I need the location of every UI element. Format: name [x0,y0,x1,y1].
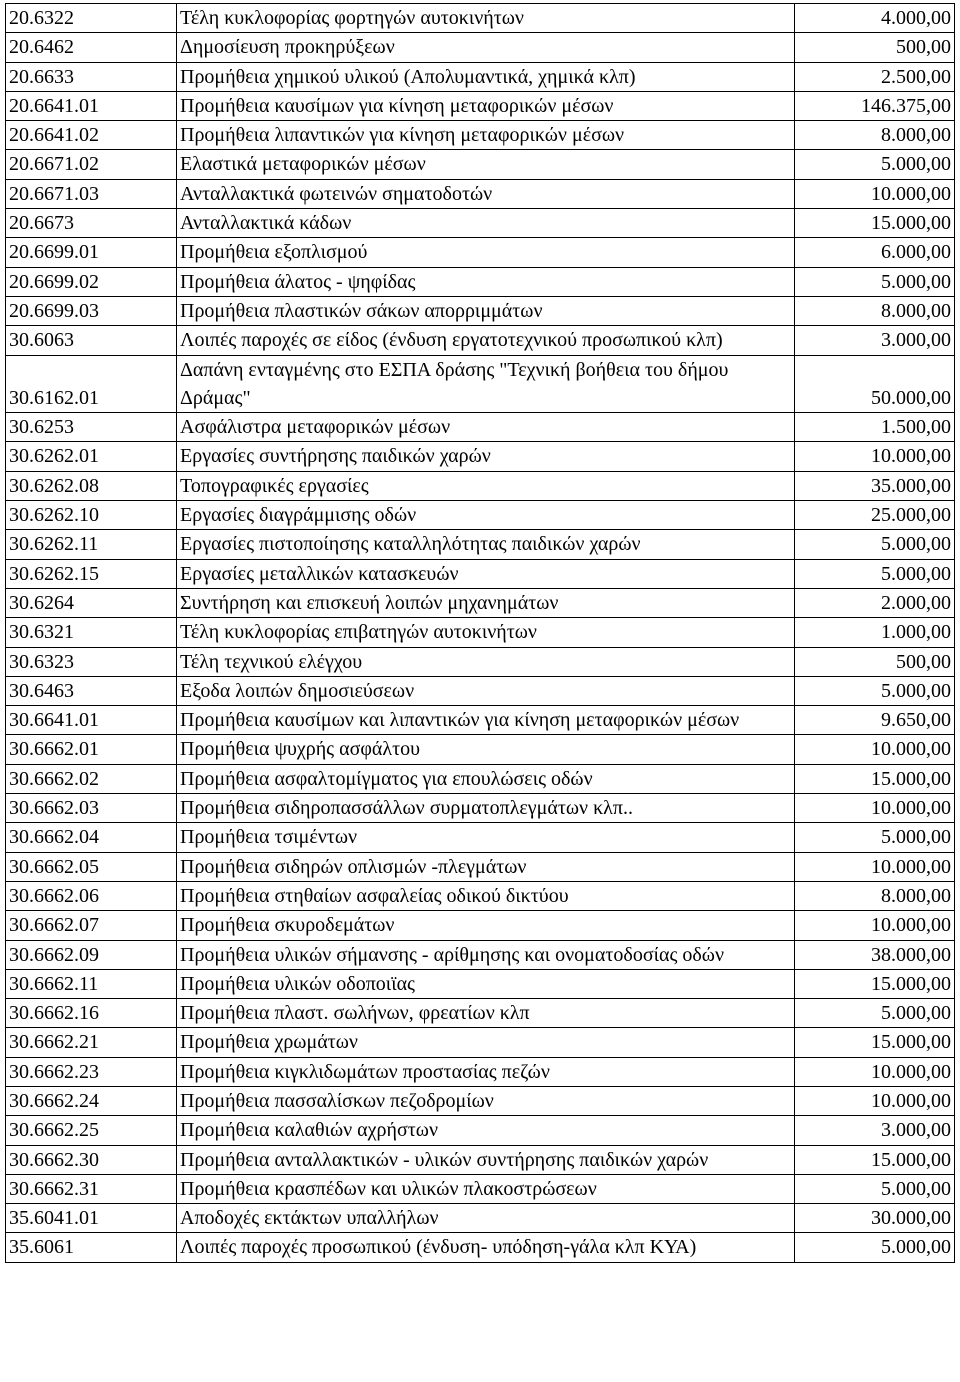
table-row [6,442,955,471]
table-row [6,823,955,852]
table-row [6,326,955,355]
table-row [6,62,955,91]
account-code-cell: 30.6662.02 [6,764,177,793]
description-cell: Προμήθεια υλικών σήμανσης - αρίθμησης και ονοματοδοσίας οδών [177,940,795,969]
description-cell: Προμήθεια άλατος - ψηφίδας [177,267,795,296]
account-code-cell: 30.6262.10 [6,501,177,530]
description-cell: Τέλη κυκλοφορίας φορτηγών αυτοκινήτων [177,4,795,33]
description-cell: Προμήθεια εξοπλισμού [177,238,795,267]
account-code-cell: 30.6662.11 [6,969,177,998]
account-code-cell: 30.6264 [6,588,177,617]
amount-cell: 500,00 [795,33,955,62]
amount-cell: 10.000,00 [795,911,955,940]
account-code-cell: 30.6662.09 [6,940,177,969]
amount-cell: 5.000,00 [795,823,955,852]
table-row [6,940,955,969]
description-cell: Προμήθεια χρωμάτων [177,1028,795,1057]
table-row [6,559,955,588]
amount-cell: 5.000,00 [795,1174,955,1203]
amount-cell: 15.000,00 [795,1028,955,1057]
amount-cell: 5.000,00 [795,1233,955,1262]
amount-cell: 50.000,00 [795,355,955,413]
account-code-cell: 20.6673 [6,209,177,238]
table-row [6,852,955,881]
table-row [6,209,955,238]
amount-cell: 1.000,00 [795,618,955,647]
description-cell: Προμήθεια σιδηροπασσάλλων συρματοπλεγμάτων κλπ.. [177,794,795,823]
account-code-cell: 30.6262.15 [6,559,177,588]
account-code-cell: 35.6061 [6,1233,177,1262]
account-code-cell: 30.6662.25 [6,1116,177,1145]
amount-cell: 35.000,00 [795,471,955,500]
table-row [6,1145,955,1174]
description-cell: Προμήθεια κρασπέδων και υλικών πλακοστρώσεων [177,1174,795,1203]
account-code-cell: 20.6671.03 [6,179,177,208]
amount-cell: 30.000,00 [795,1204,955,1233]
table-row [6,1204,955,1233]
description-cell: Προμήθεια σιδηρών οπλισμών -πλεγμάτων [177,852,795,881]
description-cell: Προμήθεια χημικού υλικού (Απολυμαντικά, χημικά κλπ) [177,62,795,91]
account-code-cell: 30.6262.01 [6,442,177,471]
table-row [6,471,955,500]
amount-cell: 5.000,00 [795,150,955,179]
amount-cell: 6.000,00 [795,238,955,267]
amount-cell: 10.000,00 [795,794,955,823]
account-code-cell: 30.6662.04 [6,823,177,852]
account-code-cell: 30.6662.23 [6,1057,177,1086]
description-cell: Δημοσίευση προκηρύξεων [177,33,795,62]
table-row [6,150,955,179]
account-code-cell: 30.6463 [6,676,177,705]
amount-cell: 8.000,00 [795,121,955,150]
description-cell: Προμήθεια ασφαλτομίγματος για επουλώσεις οδών [177,764,795,793]
description-cell: Προμήθεια τσιμέντων [177,823,795,852]
description-cell: Τέλη κυκλοφορίας επιβατηγών αυτοκινήτων [177,618,795,647]
table-row [6,911,955,940]
account-code-cell: 35.6041.01 [6,1204,177,1233]
amount-cell: 2.500,00 [795,62,955,91]
description-cell: Τέλη τεχνικού ελέγχου [177,647,795,676]
account-code-cell: 20.6462 [6,33,177,62]
account-code-cell: 30.6662.03 [6,794,177,823]
table-row [6,121,955,150]
account-code-cell: 20.6671.02 [6,150,177,179]
account-code-cell: 30.6262.08 [6,471,177,500]
amount-cell: 5.000,00 [795,559,955,588]
amount-cell: 25.000,00 [795,501,955,530]
amount-cell: 5.000,00 [795,999,955,1028]
budget-table-body [6,4,955,1263]
account-code-cell: 30.6253 [6,413,177,442]
account-code-cell: 30.6662.24 [6,1086,177,1115]
description-cell: Εργασίες πιστοποίησης καταλληλότητας παιδικών χαρών [177,530,795,559]
description-cell: Εργασίες διαγράμμισης οδών [177,501,795,530]
table-row [6,267,955,296]
account-code-cell: 30.6262.11 [6,530,177,559]
description-cell: Προμήθεια καυσίμων για κίνηση μεταφορικών μέσων [177,91,795,120]
account-code-cell: 30.6662.01 [6,735,177,764]
amount-cell: 2.000,00 [795,588,955,617]
description-cell: Αποδοχές εκτάκτων υπαλλήλων [177,1204,795,1233]
table-row [6,647,955,676]
table-row [6,238,955,267]
table-row [6,588,955,617]
amount-cell: 15.000,00 [795,764,955,793]
description-cell: Τοπογραφικές εργασίες [177,471,795,500]
description-cell: Συντήρηση και επισκευή λοιπών μηχανημάτων [177,588,795,617]
description-cell: Εργασίες μεταλλικών κατασκευών [177,559,795,588]
table-row [6,706,955,735]
table-row [6,1174,955,1203]
account-code-cell: 20.6699.01 [6,238,177,267]
amount-cell: 5.000,00 [795,267,955,296]
table-row [6,1028,955,1057]
amount-cell: 500,00 [795,647,955,676]
table-row [6,676,955,705]
description-cell: Ανταλλακτικά κάδων [177,209,795,238]
account-code-cell: 20.6322 [6,4,177,33]
table-row [6,999,955,1028]
table-row [6,91,955,120]
amount-cell: 38.000,00 [795,940,955,969]
account-code-cell: 30.6662.16 [6,999,177,1028]
amount-cell: 146.375,00 [795,91,955,120]
account-code-cell: 30.6321 [6,618,177,647]
description-cell: Προμήθεια υλικών οδοποιϊας [177,969,795,998]
table-row [6,764,955,793]
description-cell: Προμήθεια ψυχρής ασφάλτου [177,735,795,764]
table-row [6,501,955,530]
budget-table [5,3,955,1263]
amount-cell: 10.000,00 [795,735,955,764]
account-code-cell: 30.6662.07 [6,911,177,940]
table-row [6,33,955,62]
account-code-cell: 20.6699.02 [6,267,177,296]
table-row [6,1233,955,1262]
description-cell: Προμήθεια καυσίμων και λιπαντικών για κίνηση μεταφορικών μέσων [177,706,795,735]
table-row [6,179,955,208]
amount-cell: 1.500,00 [795,413,955,442]
table-row [6,735,955,764]
description-cell: Ανταλλακτικά φωτεινών σηματοδοτών [177,179,795,208]
table-row [6,969,955,998]
description-cell: Προμήθεια πλαστικών σάκων απορριμμάτων [177,296,795,325]
amount-cell: 4.000,00 [795,4,955,33]
description-cell: Προμήθεια λιπαντικών για κίνηση μεταφορικών μέσων [177,121,795,150]
amount-cell: 15.000,00 [795,1145,955,1174]
description-cell: Ασφάλιστρα μεταφορικών μέσων [177,413,795,442]
description-cell: Ελαστικά μεταφορικών μέσων [177,150,795,179]
table-row [6,4,955,33]
description-cell: Προμήθεια κιγκλιδωμάτων προστασίας πεζών [177,1057,795,1086]
amount-cell: 10.000,00 [795,1057,955,1086]
amount-cell: 3.000,00 [795,1116,955,1145]
description-cell: Εξοδα λοιπών δημοσιεύσεων [177,676,795,705]
table-row [6,296,955,325]
description-cell: Εργασίες συντήρησης παιδικών χαρών [177,442,795,471]
account-code-cell: 30.6662.30 [6,1145,177,1174]
amount-cell: 15.000,00 [795,969,955,998]
description-cell: Προμήθεια καλαθιών αχρήστων [177,1116,795,1145]
account-code-cell: 20.6699.03 [6,296,177,325]
amount-cell: 3.000,00 [795,326,955,355]
table-row [6,1086,955,1115]
amount-cell: 10.000,00 [795,442,955,471]
description-cell: Προμήθεια ανταλλακτικών - υλικών συντήρησης παιδικών χαρών [177,1145,795,1174]
description-cell: Προμήθεια πλαστ. σωλήνων, φρεατίων κλπ [177,999,795,1028]
description-cell: Λοιπές παροχές προσωπικού (ένδυση- υπόδηση-γάλα κλπ ΚΥΑ) [177,1233,795,1262]
table-row [6,413,955,442]
description-cell: Προμήθεια στηθαίων ασφαλείας οδικού δικτύου [177,881,795,910]
account-code-cell: 30.6641.01 [6,706,177,735]
table-row [6,794,955,823]
account-code-cell: 30.6662.21 [6,1028,177,1057]
amount-cell: 9.650,00 [795,706,955,735]
amount-cell: 10.000,00 [795,1086,955,1115]
account-code-cell: 30.6662.05 [6,852,177,881]
amount-cell: 5.000,00 [795,676,955,705]
account-code-cell: 20.6641.01 [6,91,177,120]
table-row [6,530,955,559]
table-row [6,1057,955,1086]
amount-cell: 10.000,00 [795,179,955,208]
account-code-cell: 30.6323 [6,647,177,676]
amount-cell: 8.000,00 [795,296,955,325]
account-code-cell: 20.6633 [6,62,177,91]
account-code-cell: 30.6662.06 [6,881,177,910]
account-code-cell: 30.6063 [6,326,177,355]
amount-cell: 10.000,00 [795,852,955,881]
table-row [6,1116,955,1145]
description-cell: Προμήθεια σκυροδεμάτων [177,911,795,940]
account-code-cell: 20.6641.02 [6,121,177,150]
amount-cell: 8.000,00 [795,881,955,910]
amount-cell: 5.000,00 [795,530,955,559]
account-code-cell: 30.6162.01 [6,355,177,413]
description-cell: Λοιπές παροχές σε είδος (ένδυση εργατοτεχνικού προσωπικού κλπ) [177,326,795,355]
table-row [6,355,955,413]
description-cell: Δαπάνη ενταγμένης στο ΕΣΠΑ δράσης "Τεχνική βοήθεια του δήμου Δράμας" [177,355,795,413]
amount-cell: 15.000,00 [795,209,955,238]
description-cell: Προμήθεια πασσαλίσκων πεζοδρομίων [177,1086,795,1115]
table-row [6,618,955,647]
account-code-cell: 30.6662.31 [6,1174,177,1203]
table-row [6,881,955,910]
